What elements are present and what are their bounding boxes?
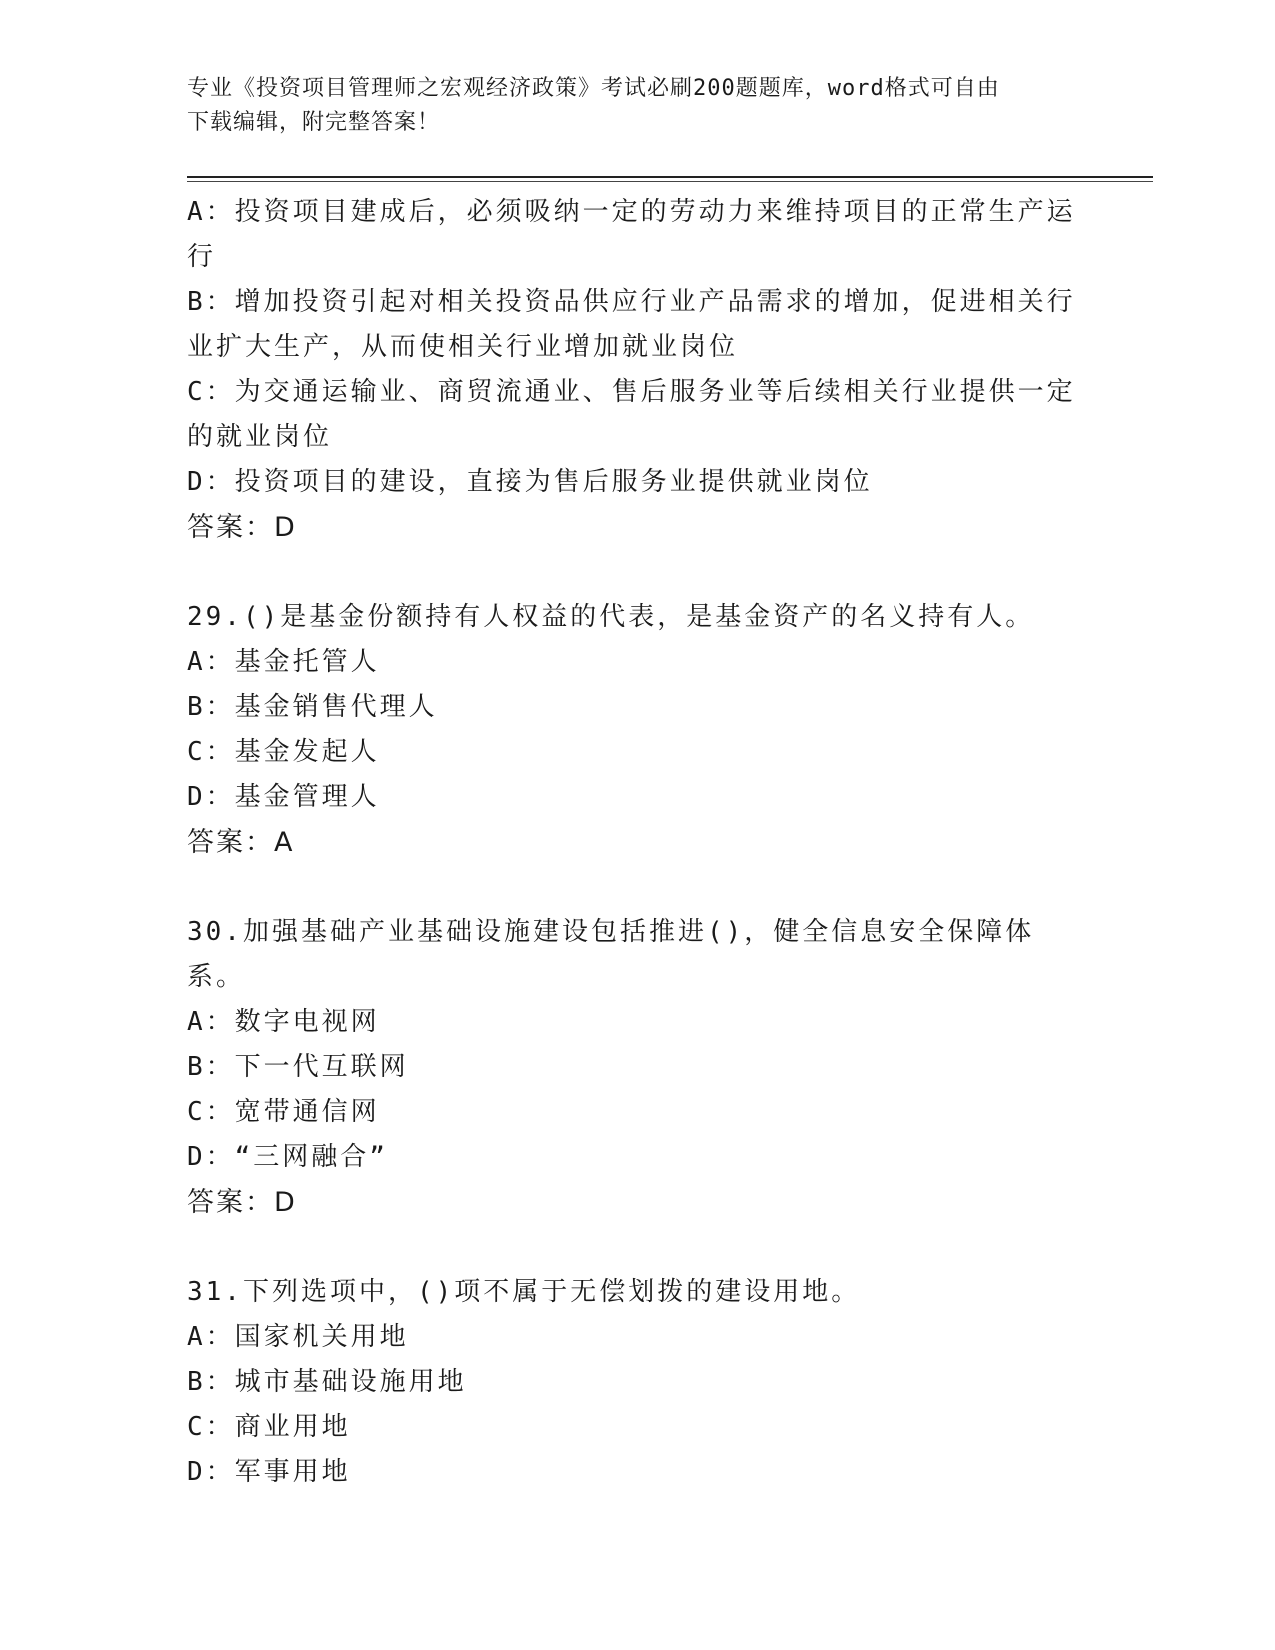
option-a: A：基金托管人 bbox=[187, 647, 380, 677]
option-d: D：“三网融合” bbox=[187, 1142, 388, 1172]
option-line: A：投资项目建成后，必须吸纳一定的劳动力来维持项目的正常生产运 bbox=[187, 197, 1076, 227]
option-a: A：国家机关用地 bbox=[187, 1322, 409, 1352]
option-d: D：军事用地 bbox=[187, 1457, 351, 1487]
question-31 bbox=[187, 1270, 1077, 1495]
option-line: B：增加投资引起对相关投资品供应行业产品需求的增加，促进相关行 bbox=[187, 287, 1076, 317]
answer-label: 答案：A bbox=[187, 827, 295, 858]
option-line: C：为交通运输业、商贸流通业、售后服务业等后续相关行业提供一定 bbox=[187, 377, 1076, 407]
option-b: B：城市基础设施用地 bbox=[187, 1367, 467, 1397]
question-28 bbox=[187, 190, 1077, 550]
option-line: 行 bbox=[187, 242, 217, 272]
question-30 bbox=[187, 910, 1077, 1225]
option-c: C：商业用地 bbox=[187, 1412, 351, 1442]
question-content bbox=[187, 190, 1077, 1495]
answer-label: 答案：D bbox=[187, 512, 297, 543]
question-29 bbox=[187, 595, 1077, 865]
question-text: 31.下列选项中，()项不属于无偿划拨的建设用地。 bbox=[187, 1277, 861, 1307]
header-line-1: 专业《投资项目管理师之宏观经济政策》考试必刷200题题库，word格式可自由 bbox=[187, 76, 1000, 101]
option-c: C：基金发起人 bbox=[187, 737, 380, 767]
header-rule-thin bbox=[187, 181, 1153, 182]
option-b: B：下一代互联网 bbox=[187, 1052, 409, 1082]
header-rule-thick bbox=[187, 176, 1153, 178]
question-text: 29.()是基金份额持有人权益的代表，是基金资产的名义持有人。 bbox=[187, 602, 1035, 632]
question-text: 30.加强基础产业基础设施建设包括推进()，健全信息安全保障体系。 bbox=[187, 917, 1035, 992]
option-line: 的就业岗位 bbox=[187, 422, 333, 452]
option-b: B：基金销售代理人 bbox=[187, 692, 438, 722]
header-line-2: 下载编辑，附完整答案！ bbox=[187, 110, 441, 135]
option-c: C：宽带通信网 bbox=[187, 1097, 380, 1127]
option-line: D：投资项目的建设，直接为售后服务业提供就业岗位 bbox=[187, 467, 873, 497]
option-d: D：基金管理人 bbox=[187, 782, 380, 812]
answer-label: 答案：D bbox=[187, 1187, 297, 1218]
option-line: 业扩大生产，从而使相关行业增加就业岗位 bbox=[187, 332, 739, 362]
document-header bbox=[187, 72, 1067, 140]
option-a: A：数字电视网 bbox=[187, 1007, 380, 1037]
